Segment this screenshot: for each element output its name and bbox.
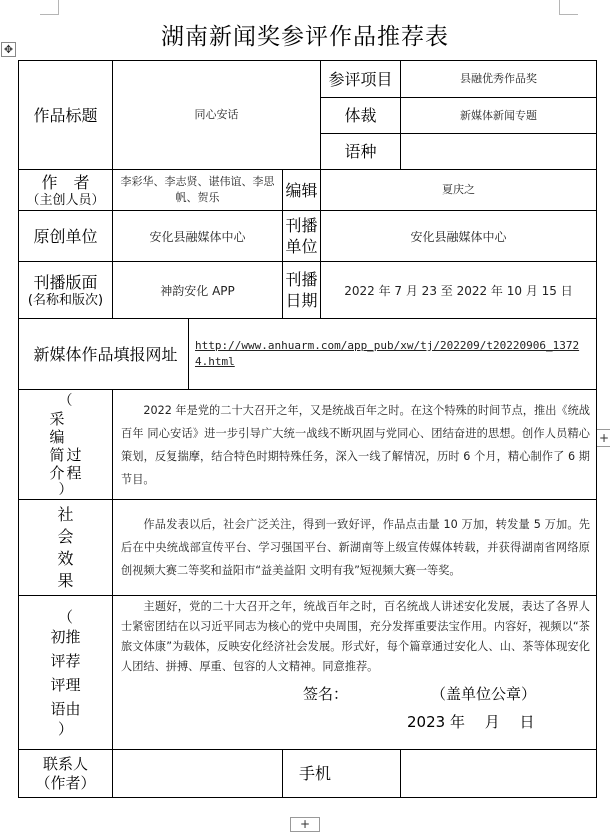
contact-label-line1: 联系人: [42, 754, 88, 773]
table-move-handle-icon[interactable]: ✥: [1, 42, 16, 57]
reason-text-cell[interactable]: [113, 596, 597, 750]
process-label-2: 编: [49, 428, 65, 446]
author-label: 作 者: [41, 172, 90, 192]
language-cell[interactable]: [401, 134, 597, 170]
effect-label-1: 会: [57, 526, 74, 546]
publish-page-label-cell: [19, 262, 113, 319]
language-label: 语种: [344, 142, 377, 161]
reason-label-0: （: [57, 607, 73, 626]
url-cell[interactable]: [189, 319, 597, 390]
editor-value: 夏庆之: [442, 183, 475, 196]
work-url-link[interactable]: http://www.anhuarm.com/app_pub/xw/tj/202209/t20220906_13724.html: [195, 339, 580, 368]
page-corner-mark-left: [40, 0, 59, 15]
language-label-cell: [321, 134, 401, 170]
contact-label-line2: （作者）: [35, 773, 96, 792]
work-title-label-cell: [19, 61, 113, 170]
reason-label-1: 初推: [50, 627, 81, 646]
add-row-button[interactable]: +: [290, 817, 320, 832]
origin-unit-cell[interactable]: [113, 211, 283, 262]
effect-label-0: 社: [57, 504, 74, 524]
publish-unit-value: 安化县融媒体中心: [410, 229, 507, 244]
reason-label-cell: [19, 596, 113, 750]
genre-value: 新媒体新闻专题: [460, 108, 537, 122]
author-sub-label: （主创人员）: [26, 192, 105, 208]
reason-label-2: 评荐: [50, 651, 81, 670]
entry-item-label-cell: [321, 61, 401, 98]
effect-text-cell[interactable]: [113, 500, 597, 596]
process-label-0: （: [58, 393, 73, 409]
reason-text: 主题好，党的二十大召开之年，统战百年之时，百名统战人讲述安化发展，表达了各界人士紧密团结在以习近平同志为核心的党中央周围，充分发挥重要法宝作用。内容好，视频以“茶旅文体康”为载体，反映安化经济社会发展。形式好，每个篇章通过安化人、山、茶等体现安化人团结、拼搏、厚重、包容的人文精神。同意推荐。: [121, 600, 590, 673]
seal-label: （盖单位公章）: [431, 685, 537, 703]
contact-label-cell: [19, 750, 113, 798]
url-label: 新媒体作品填报网址: [33, 344, 178, 364]
process-label-4: 过: [66, 446, 82, 464]
authors-value: 李彩华、李志贤、谌伟谊、李思帆、贺乐: [120, 175, 275, 204]
process-label-3: 简: [49, 446, 65, 464]
origin-unit-label: 原创单位: [33, 226, 98, 246]
origin-unit-value: 安化县融媒体中心: [149, 229, 246, 244]
phone-label-cell: [283, 750, 401, 798]
effect-text: 作品发表以后，社会广泛关注，得到一致好评，作品点击量 10 万加，转发量 5 万加。先后在中央统战部宣传平台、学习强国平台、新湖南等上级宣传媒体转载，并获得湖南省网络原创视频大赛二等奖和益阳市“益美益阳 文明有我”短视频大赛一等奖。: [121, 518, 590, 577]
publish-page-sub-label: (名称和版次): [27, 292, 104, 308]
publish-unit-label-line1: 刊播: [285, 216, 318, 235]
genre-label-cell: [321, 98, 401, 134]
signature-label: 签名：: [303, 685, 349, 703]
work-title-value: 同心安话: [194, 108, 239, 121]
origin-unit-label-cell: [19, 211, 113, 262]
editor-label: 编辑: [285, 180, 318, 200]
reason-label-4: 语由: [50, 699, 81, 718]
author-label-cell: [19, 170, 113, 211]
entry-item-cell[interactable]: [401, 61, 597, 98]
document-title: 湖南新闻奖参评作品推荐表: [161, 24, 449, 50]
work-title-label: 作品标题: [33, 105, 98, 125]
publish-date-label-cell: [283, 262, 321, 319]
effect-label-2: 效: [57, 548, 74, 568]
effect-label-3: 果: [57, 570, 74, 590]
editor-label-cell: [283, 170, 321, 211]
contact-cell[interactable]: [113, 750, 283, 798]
process-label-cell: [19, 390, 113, 500]
work-title-cell[interactable]: [113, 61, 321, 170]
publish-unit-cell[interactable]: [321, 211, 597, 262]
effect-label-cell: [19, 500, 113, 596]
process-label-1: 采: [49, 410, 65, 428]
authors-cell[interactable]: [113, 170, 283, 211]
process-text-cell[interactable]: [113, 390, 597, 500]
process-label-5: 介: [49, 464, 65, 482]
publish-date-label-line1: 刊播: [285, 270, 318, 289]
process-text: 2022 年是党的二十大召开之年，又是统战百年之时。在这个特殊的时间节点，推出《统战百年 同心安话》进一步引导广大统一战线不断巩固与党同心、团结奋进的思想。创作人员精心策划，反复揣摩，结合特色时期特殊任务，深入一线了解情况，历时 6 个月，精心制作了 6 期节目。: [121, 403, 590, 486]
publish-page-value: 神韵安化 APP: [160, 283, 235, 298]
date-line: 2023 年 月 日: [407, 713, 535, 731]
process-label-7: ）: [58, 482, 73, 498]
phone-cell[interactable]: [401, 750, 597, 798]
entry-item-value: 县融优秀作品奖: [460, 72, 537, 85]
reason-label-3: 评理: [50, 675, 81, 694]
genre-cell[interactable]: [401, 98, 597, 134]
reason-label-5: ）: [57, 719, 73, 738]
publish-page-cell[interactable]: [113, 262, 283, 319]
publish-date-label-line2: 日期: [285, 291, 318, 310]
page-corner-mark-right: [559, 0, 578, 15]
publish-unit-label-line2: 单位: [285, 237, 318, 256]
publish-date-value: 2022 年 7 月 23 至 2022 年 10 月 15 日: [344, 283, 573, 298]
publish-page-label: 刊播版面: [33, 272, 98, 292]
url-label-cell: [19, 319, 189, 390]
publish-unit-label-cell: [283, 211, 321, 262]
genre-label: 体裁: [344, 106, 377, 125]
entry-item-label: 参评项目: [328, 69, 393, 89]
publish-date-cell[interactable]: [321, 262, 597, 319]
phone-label: 手机: [299, 764, 332, 783]
add-column-button[interactable]: +: [596, 429, 610, 447]
recommendation-form-table: [18, 60, 597, 798]
process-label-6: 程: [66, 464, 82, 482]
editor-cell[interactable]: [321, 170, 597, 211]
